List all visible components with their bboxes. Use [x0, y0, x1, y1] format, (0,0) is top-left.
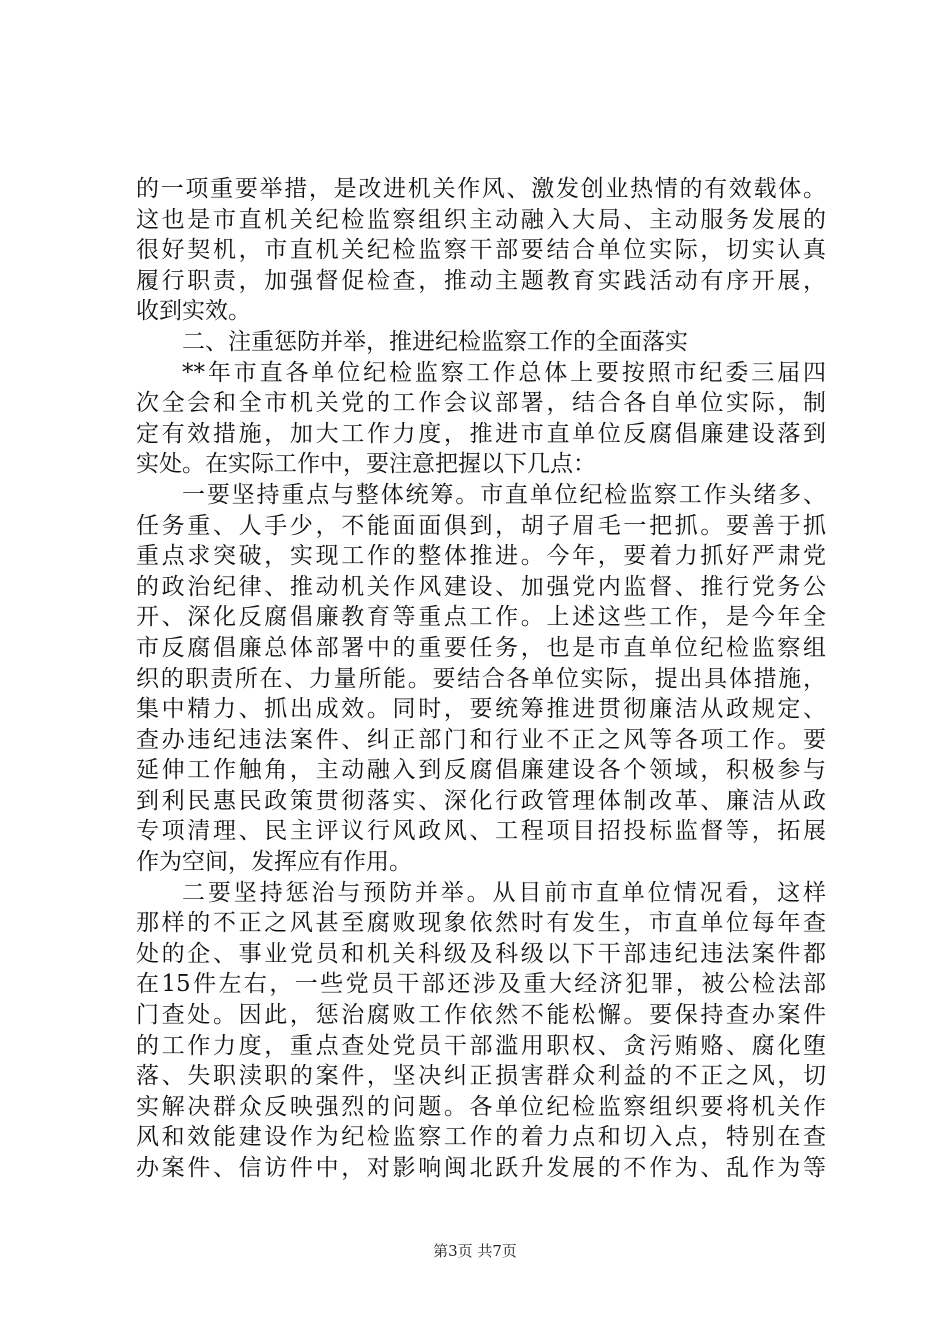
- text-line: 任务重、人手少，不能面面俱到，胡子眉毛一把抓。要善于抓: [136, 512, 826, 539]
- text-line: 的政治纪律、推动机关作风建设、加强党内监督、推行党务公: [136, 573, 826, 600]
- text-line: 专项清理、民主评议行风政风、工程项目招投标监督等，拓展: [136, 818, 826, 845]
- section-heading: 二、注重惩防并举，推进纪检监察工作的全面落实: [182, 328, 688, 355]
- text-line: 风和效能建设作为纪检监察工作的着力点和切入点，特别在查: [136, 1124, 826, 1151]
- text-line: 履行职责，加强督促检查，推动主题教育实践活动有序开展，: [136, 267, 826, 294]
- text-line: 集中精力、抓出成效。同时，要统筹推进贯彻廉洁从政规定、: [136, 696, 826, 723]
- text-line: 实处。在实际工作中，要注意把握以下几点：: [136, 451, 596, 478]
- text-line: 这也是市直机关纪检监察组织主动融入大局、主动服务发展的: [136, 206, 826, 233]
- text-line: 处的企、事业党员和机关科级及科级以下干部违纪违法案件都: [136, 940, 826, 967]
- text-line: 重点求突破，实现工作的整体推进。今年，要着力抓好严肃党: [136, 543, 826, 570]
- text-line: 市反腐倡廉总体部署中的重要任务，也是市直单位纪检监察组: [136, 634, 826, 661]
- text-line: 织的职责所在、力量所能。要结合各单位实际，提出具体措施，: [136, 665, 826, 692]
- page-number: 第3页 共7页: [433, 1242, 517, 1260]
- text-line: 的一项重要举措，是改进机关作风、激发创业热情的有效载体。: [136, 176, 826, 202]
- text-line: 收到实效。: [136, 298, 251, 325]
- text-line: 次全会和全市机关党的工作会议部署，结合各自单位实际，制: [136, 390, 826, 417]
- text-line: 门查处。因此，惩治腐败工作依然不能松懈。要保持查办案件: [136, 1002, 826, 1029]
- body-text: [136, 174, 826, 1184]
- text-line: 开、深化反腐倡廉教育等重点工作。上述这些工作，是今年全: [136, 604, 826, 631]
- text-line: 落、失职渎职的案件，坚决纠正损害群众利益的不正之风，切: [136, 1063, 826, 1090]
- text-line: 二要坚持惩治与预防并举。从目前市直单位情况看，这样: [182, 879, 826, 906]
- text-line: 查办违纪违法案件、纠正部门和行业不正之风等各项工作。要: [136, 726, 826, 753]
- text-line: 定有效措施，加大工作力度，推进市直单位反腐倡廉建设落到: [136, 420, 826, 447]
- text-line: 一要坚持重点与整体统筹。市直单位纪检监察工作头绪多、: [182, 481, 826, 508]
- page-footer: [0, 1241, 950, 1261]
- text-line: 的工作力度，重点查处党员干部滥用职权、贪污贿赂、腐化堕: [136, 1032, 826, 1059]
- text-line: 在15件左右，一些党员干部还涉及重大经济犯罪，被公检法部: [136, 971, 826, 998]
- text-line: 作为空间，发挥应有作用。: [136, 849, 412, 876]
- text-line: 那样的不正之风甚至腐败现象依然时有发生，市直单位每年查: [136, 910, 826, 937]
- text-line: **年市直各单位纪检监察工作总体上要按照市纪委三届四: [182, 359, 826, 386]
- text-line: 很好契机，市直机关纪检监察干部要结合单位实际，切实认真: [136, 237, 826, 264]
- text-line: 到利民惠民政策贯彻落实、深化行政管理体制改革、廉洁从政: [136, 787, 826, 814]
- text-line: 延伸工作触角，主动融入到反腐倡廉建设各个领域，积极参与: [136, 757, 826, 784]
- text-line: 办案件、信访件中，对影响闽北跃升发展的不作为、乱作为等: [136, 1155, 826, 1181]
- text-line: 实解决群众反映强烈的问题。各单位纪检监察组织要将机关作: [136, 1093, 826, 1120]
